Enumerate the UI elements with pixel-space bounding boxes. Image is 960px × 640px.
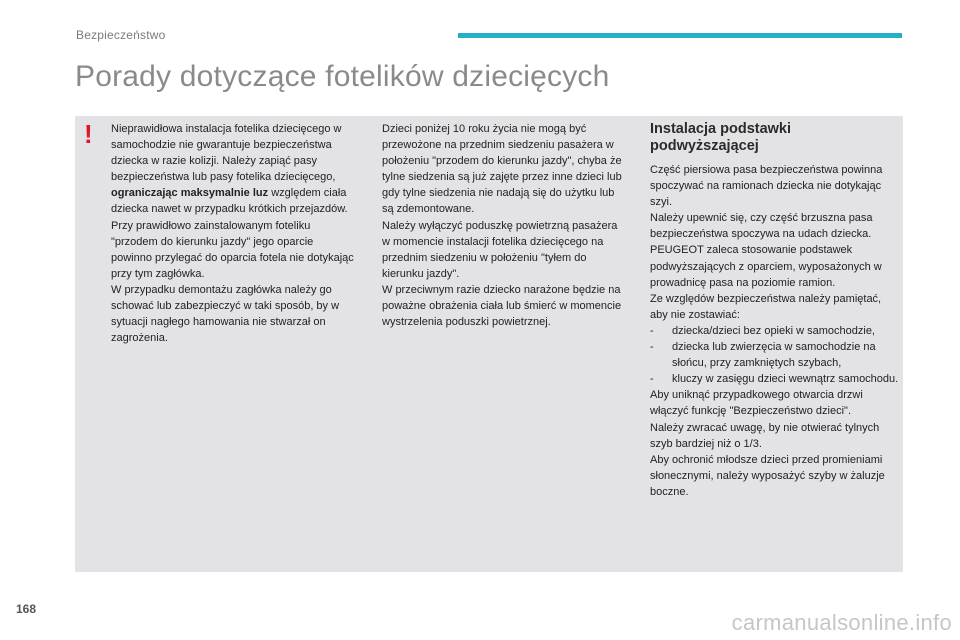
paragraph: Aby ochronić młodsze dzieci przed promieniami słonecznymi, należy wyposażyć szyby w żaluzje boczne. [650,453,885,498]
paragraph: Część piersiowa pasa bezpieczeństwa powinna spoczywać na ramionach dziecka nie dotykając szyi. [650,164,883,209]
warning-column [111,121,356,346]
section-heading: Instalacja podstawki podwyższającej [650,121,792,154]
paragraph: Należy zwracać uwagę, by nie otwierać tylnych szyb bardziej niż o 1/3. [650,421,880,450]
paragraph: Dzieci poniżej 10 roku życia nie mogą być przewożone na przednim siedzeniu pasażera w położeniu "przodem do kierunku jazdy", chyba że tylne siedzenia są już zajęte przez inne dzieci lub gdy tylne siedzenia nie nadają się do użytku lub są zdemontowane. [382,123,622,216]
list-item: - dziecka lub zwierzęcia w samochodzie na słońcu, przy zamkniętych szybach, [650,339,900,371]
paragraph: W przypadku demontażu zagłówka należy go schować lub zabezpieczyć w taki sposób, by w sytuacji nagłego hamowania nie stwarzał on zagrożenia. [111,283,340,345]
paragraph: Należy wyłączyć poduszkę powietrzną pasażera w momencie instalacji fotelika dziecięcego na przednim siedzeniu w położeniu "tyłem do kierunku jazdy". [382,219,618,280]
content-panel [75,116,903,572]
header-accent-bar [458,33,902,38]
page-number: 168 [16,602,37,616]
airbag-column [382,121,627,330]
list-item: - dziecka/dzieci bez opieki w samochodzie, [650,323,900,339]
bullet-list [650,323,900,387]
watermark: carmanualsonline.info [731,610,952,635]
paragraph: Aby uniknąć przypadkowego otwarcia drzwi włączyć funkcję "Bezpieczeństwo dzieci". [650,389,863,418]
bold-text: ograniczając maksymalnie luz [111,187,269,200]
paragraph: W przeciwnym razie dziecko narażone będzie na poważne obrażenia ciała lub śmierć w momencie wystrzelenia poduszki powietrznej. [382,283,622,329]
warning-icon: ! [84,119,93,149]
paragraph [111,121,356,218]
page-title: Porady dotyczące fotelików dziecięcych [75,60,610,93]
booster-column [650,121,900,500]
paragraph: PEUGEOT zaleca stosowanie podstawek podwyższających z oparciem, wyposażonych w prowadnicę pasa na poziomie ramion. [650,244,882,289]
paragraph: Przy prawidłowo zainstalowanym foteliku "przodem do kierunku jazdy" jego oparcie powinno przylegać do oparcia fotela nie dotykając przy tym zagłówka. [111,219,354,280]
text-run: względem ciała dziecka nawet w przypadku krótkich przejazdów. [111,187,348,216]
text-run: Nieprawidłowa instalacja fotelika dziecięcego w samochodzie nie gwarantuje bezpieczeństwa dziecka w razie kolizji. Należy zapiąć pasy bezpieczeństwa lub pasy fotelika dziecięcego, [111,123,342,184]
paragraph: Ze względów bezpieczeństwa należy pamiętać, aby nie zostawiać: [650,292,882,321]
paragraph: Należy upewnić się, czy część brzuszna pasa bezpieczeństwa spoczywa na udach dziecka. [650,212,873,241]
section-label: Bezpieczeństwo [76,28,166,42]
list-item: - kluczy w zasięgu dzieci wewnątrz samochodu. [650,371,900,387]
